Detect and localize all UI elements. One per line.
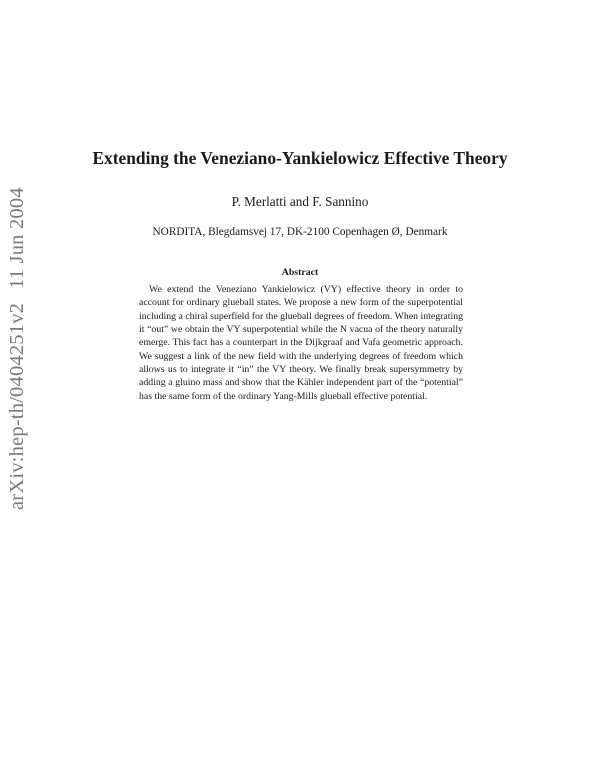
paper-title: Extending the Veneziano-Yankielowicz Effective Theory <box>92 148 508 168</box>
abstract-text: We extend the Veneziano Yankielowicz (VY) effective theory in order to account for ordinary glueball states. We propose a new form of the superpotential including a chiral superfield for the glueball degrees of freedom. When integrating it “out” we obtain the VY superpotential while the N vacua of the theory naturally emerge. This fact has a counterpart in the Dijkgraaf and Vafa geometric approach. We suggest a link of the new field with the underlying degrees of freedom which allows us to integrate it “in” the VY theory. We finally break supersymmetry by adding a gluino mass and show that the Kähler independent part of the “potential” has the same form of the ordinary Yang-Mills glueball effective potential. <box>139 284 463 402</box>
arxiv-date: 11 Jun 2004 <box>6 187 28 289</box>
arxiv-identifier: arXiv:hep-th/0404251v2 <box>6 302 28 510</box>
paper-authors: P. Merlatti and F. Sannino <box>231 194 369 209</box>
paper-affiliation: NORDITA, Blegdamsvej 17, DK-2100 Copenhagen Ø, Denmark <box>152 226 448 238</box>
abstract-heading: Abstract <box>281 267 319 278</box>
